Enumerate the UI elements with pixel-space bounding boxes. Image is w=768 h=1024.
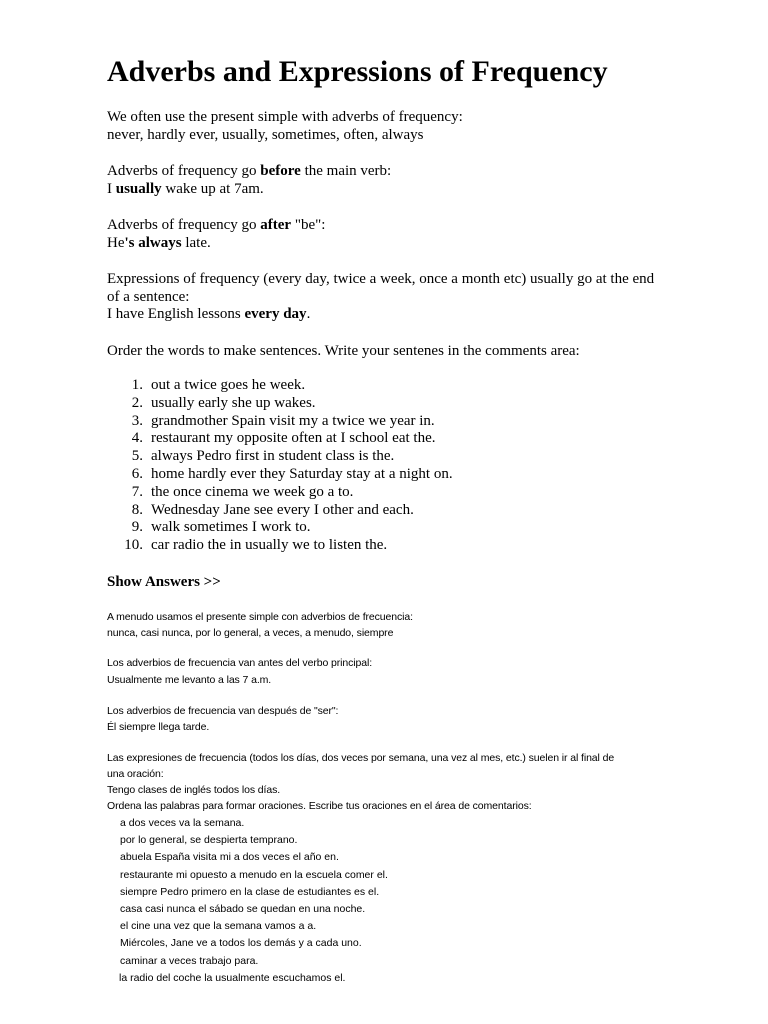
- exercise-item: [107, 377, 453, 395]
- exercise-number: 2.: [131, 394, 143, 411]
- rule-before-line: [107, 162, 391, 180]
- exercise-text: usually early she up wakes.: [151, 394, 316, 411]
- spanish-p1-line-1: A menudo usamos el presente simple con adverbios de frecuencia:: [107, 611, 413, 623]
- exercise-text: Wednesday Jane see every I other and each.: [151, 501, 414, 518]
- exercise-text: home hardly ever they Saturday stay at a night on.: [151, 465, 453, 482]
- spanish-list-item: caminar a veces trabajo para.: [120, 954, 259, 967]
- spanish-list-item: por lo general, se despierta temprano.: [120, 834, 298, 847]
- exercise-item: [107, 484, 453, 502]
- rule-before-example: [107, 180, 264, 198]
- rule-before-suffix: the main verb:: [300, 163, 392, 179]
- instruction-text: Order the words to make sentences. Write your sentenes in the comments area:: [107, 343, 580, 359]
- exercise-number: 8.: [131, 501, 143, 518]
- expressions-line-1: Expressions of frequency (every day, twice a week, once a month etc) usually go at the end: [107, 271, 655, 287]
- spanish-p1-line-2: nunca, casi nunca, por lo general, a veces, a menudo, siempre: [107, 627, 394, 639]
- spanish-list-item: la radio del coche la usualmente escuchamos el.: [119, 971, 346, 984]
- example-keyword: every day: [244, 306, 307, 322]
- spanish-p4-line-3: Tengo clases de inglés todos los días.: [107, 784, 281, 796]
- example-suffix: wake up at 7am.: [161, 181, 264, 197]
- spanish-list-item: Miércoles, Jane ve a todos los demás y a cada uno.: [120, 937, 362, 950]
- expressions-line-2: of a sentence:: [107, 289, 190, 305]
- exercise-item: [107, 466, 453, 484]
- spanish-exercise-list: [107, 815, 388, 987]
- spanish-p4-line-2: una oración:: [107, 768, 164, 780]
- exercise-number: 9.: [131, 519, 143, 536]
- spanish-p4-line-1: Las expresiones de frecuencia (todos los días, dos veces por semana, una vez al mes, etc.) suelen ir al final de: [107, 752, 615, 764]
- exercise-text: out a twice goes he week.: [151, 377, 306, 393]
- example-prefix: I have English lessons: [107, 306, 245, 322]
- exercise-item: [107, 430, 453, 448]
- exercise-number: 3.: [131, 412, 143, 429]
- exercise-item: [107, 395, 453, 413]
- spanish-list-item: siempre Pedro primero en la clase de estudiantes es el.: [120, 885, 380, 898]
- exercise-item: [107, 519, 453, 537]
- exercise-number: 10.: [124, 537, 143, 554]
- spanish-list-item: restaurante mi opuesto a menudo en la escuela comer el.: [120, 868, 388, 881]
- spanish-p2-line-1: Los adverbios de frecuencia van antes del verbo principal:: [107, 657, 373, 669]
- exercise-number: 6.: [131, 465, 143, 482]
- rule-after-prefix: Adverbs of frequency go: [107, 217, 261, 233]
- exercise-text: restaurant my opposite often at I school eat the.: [151, 430, 436, 447]
- exercise-number: 7.: [131, 483, 143, 500]
- rule-after-example: [107, 234, 211, 252]
- exercise-number: 1.: [131, 377, 143, 393]
- exercise-text: the once cinema we week go a to.: [151, 483, 354, 500]
- example-keyword: usually: [115, 181, 162, 197]
- example-prefix: He: [107, 235, 125, 251]
- rule-after-suffix: "be":: [291, 217, 326, 233]
- exercise-item: [107, 413, 453, 431]
- intro-line-1: We often use the present simple with adverbs of frequency:: [107, 109, 463, 125]
- exercise-number: 5.: [131, 448, 143, 465]
- exercise-number: 4.: [131, 430, 143, 447]
- exercise-text: car radio the in usually we to listen the.: [151, 537, 388, 554]
- exercise-item: [107, 448, 453, 466]
- page-title: Adverbs and Expressions of Frequency: [107, 55, 608, 88]
- rule-before-keyword: before: [260, 163, 301, 179]
- exercise-item: [107, 537, 453, 555]
- exercise-text: always Pedro first in student class is the.: [151, 448, 395, 465]
- rule-after-line: [107, 216, 325, 234]
- example-prefix: I: [107, 181, 116, 197]
- spanish-p3-line-1: Los adverbios de frecuencia van después de "ser":: [107, 705, 339, 717]
- spanish-p2-line-2: Usualmente me levanto a las 7 a.m.: [107, 674, 272, 686]
- rule-before-prefix: Adverbs of frequency go: [107, 163, 261, 179]
- rule-after-keyword: after: [260, 217, 292, 233]
- intro-line-2: never, hardly ever, usually, sometimes, often, always: [107, 127, 424, 143]
- example-suffix: .: [306, 306, 311, 322]
- example-keyword: 's always: [124, 235, 182, 251]
- spanish-p3-line-2: Él siempre llega tarde.: [107, 721, 210, 733]
- spanish-list-item: a dos veces va la semana.: [120, 817, 245, 829]
- spanish-p4-line-4: Ordena las palabras para formar oraciones. Escribe tus oraciones en el área de comentarios:: [107, 800, 532, 812]
- spanish-list-item: el cine una vez que la semana vamos a a.: [120, 920, 317, 933]
- exercise-text: grandmother Spain visit my a twice we year in.: [151, 412, 435, 429]
- spanish-list-item: casa casi nunca el sábado se quedan en una noche.: [120, 902, 366, 915]
- expressions-example: [107, 305, 310, 323]
- exercise-list: [107, 377, 453, 555]
- exercise-text: walk sometimes I work to.: [151, 519, 311, 536]
- example-suffix: late.: [181, 235, 211, 251]
- spanish-list-item: abuela España visita mi a dos veces el año en.: [120, 851, 339, 864]
- show-answers-link[interactable]: Show Answers >>: [107, 574, 221, 590]
- exercise-item: [107, 502, 453, 520]
